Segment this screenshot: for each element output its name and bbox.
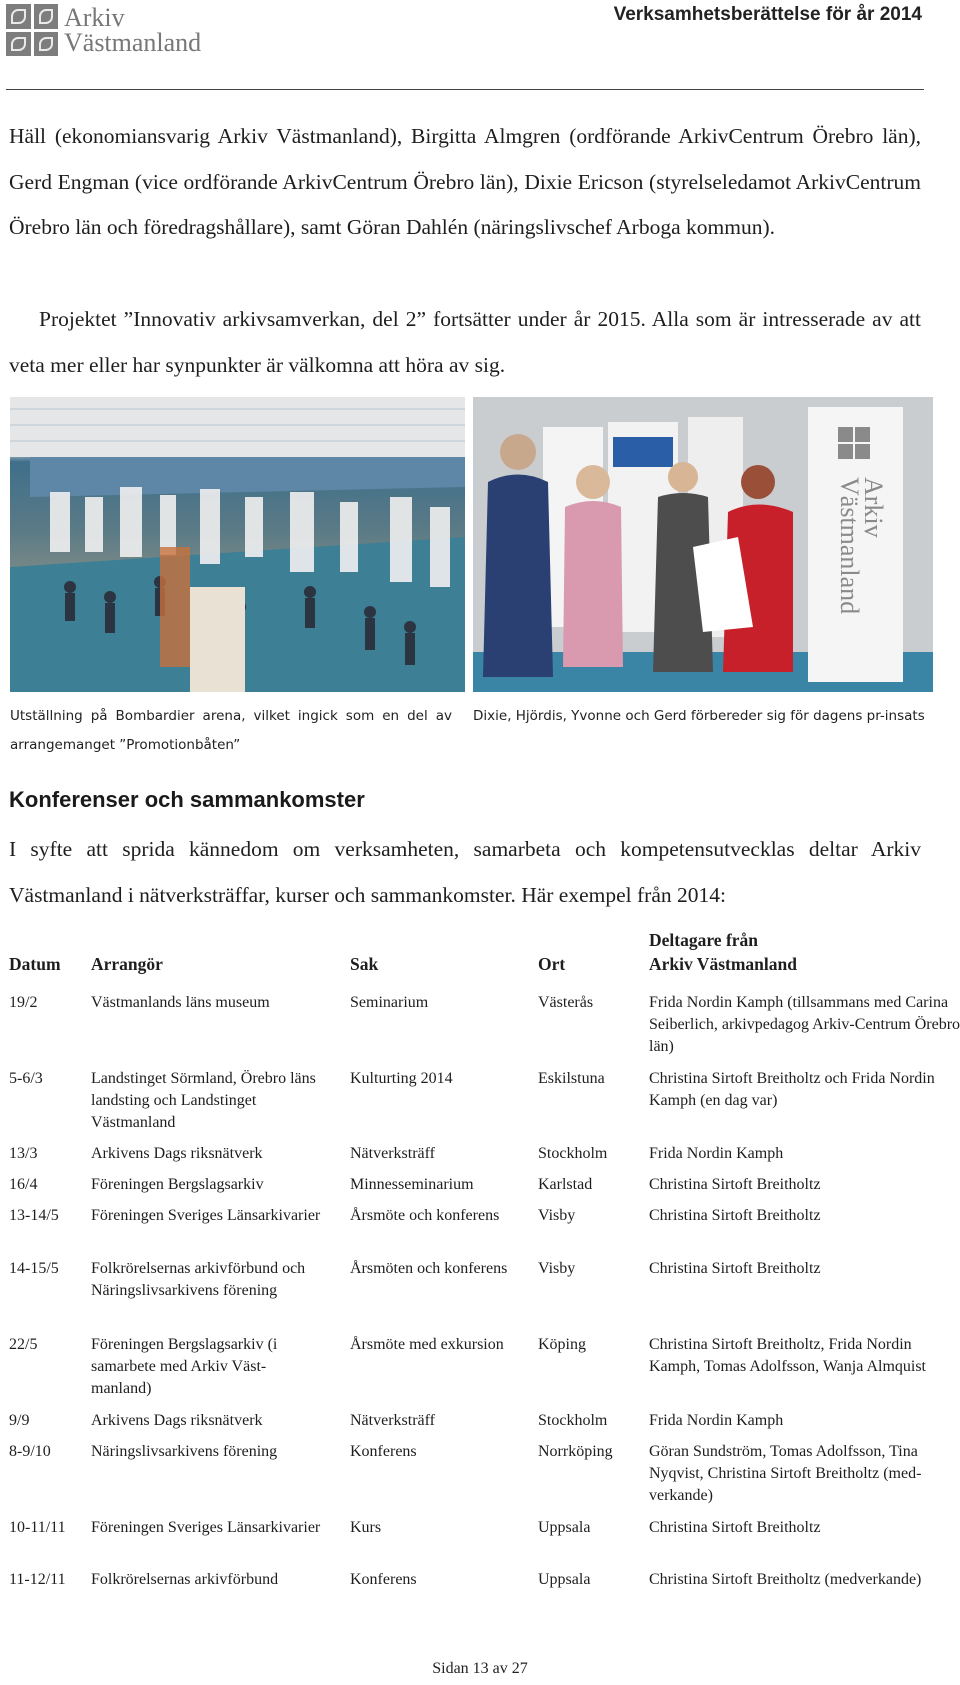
logo-line-2: Västmanland (64, 28, 202, 57)
row-organizer: Arkivens Dags riksnätverk (91, 1145, 263, 1162)
row-place: Köping (538, 1336, 586, 1353)
header-participants-line-1: Deltagare från (649, 930, 759, 950)
row-organizer: Föreningen Sveriges Länsarkivarier (91, 1519, 321, 1536)
row-date: 19/2 (9, 994, 38, 1011)
row-participants: Christina Sirtoft Breitholtz (649, 1207, 821, 1224)
table-row (9, 1205, 960, 1258)
table-row (9, 1334, 960, 1410)
section-paragraph: I syfte att sprida kännedom om verksamheten, samarbeta och kompetensutvecklas deltar Arkiv Västmanland i nätverksträffar, kurser och sammankomster. Här exempel från 2014: (9, 837, 921, 907)
page-header (0, 0, 960, 90)
banner-text-line-2: Västmanland (835, 477, 864, 615)
row-subject: Kulturting 2014 (350, 1070, 453, 1087)
document-title: Verksamhetsberättelse för år 2014 (613, 4, 922, 25)
exhibition-hall-photo (10, 397, 465, 692)
row-place: Norrköping (538, 1443, 613, 1460)
row-date: 8-9/10 (9, 1443, 51, 1460)
intro-paragraph-1: Häll (ekonomiansvarig Arkiv Västmanland), Birgitta Almgren (ordförande ArkivCentrum Örebro län), Gerd Engman (vice ordförande ArkivCentrum Örebro län), Dixie Ericson (styrelseledamot ArkivCentrum Örebro län och föredragshållare), samt Göran Dahlén (näringslivschef Arboga kommun). (9, 124, 921, 239)
row-date: 9/9 (9, 1412, 30, 1429)
table-row (9, 1143, 960, 1174)
row-date: 22/5 (9, 1336, 38, 1353)
table-header (9, 920, 960, 976)
logo-text (64, 5, 201, 55)
row-organizer: Föreningen Sveriges Länsarkivarier (91, 1207, 321, 1224)
header-date: Datum (9, 954, 61, 974)
table-row (9, 1441, 960, 1517)
row-organizer: Landstinget Sörmland, Örebro läns landsting och Landstinget Västmanland (91, 1070, 316, 1131)
section-heading: Konferenser och sammankomster (9, 787, 365, 812)
row-place: Eskilstuna (538, 1070, 605, 1087)
table-row (9, 1258, 960, 1334)
row-subject: Kurs (350, 1519, 382, 1536)
row-organizer: Föreningen Bergslagsarkiv (91, 1176, 264, 1193)
staff-booth-illustration (473, 397, 933, 692)
header-participants-line-2: Arkiv Västmanland (649, 954, 797, 974)
left-photo-caption: Utställning på Bombardier arena, vilket ingick som en del av arrangemanget ”Promotionbåten” (10, 708, 452, 753)
row-participants: Christina Sirtoft Breitholtz (649, 1519, 821, 1536)
row-subject: Nätverksträff (350, 1412, 435, 1429)
table-row (9, 992, 960, 1068)
row-participants: Frida Nordin Kamph (649, 1145, 784, 1162)
row-place: Visby (538, 1260, 576, 1277)
header-divider (6, 89, 924, 90)
row-subject: Konferens (350, 1443, 417, 1460)
row-place: Uppsala (538, 1519, 591, 1536)
table-row (9, 1068, 960, 1143)
row-participants: Göran Sundström, Tomas Adolfsson, Tina Nyqvist, Christina Sirtoft Breitholtz (med-verkande) (649, 1443, 922, 1504)
row-subject: Minnesseminarium (350, 1176, 474, 1193)
row-participants: Christina Sirtoft Breitholtz, Frida Nordin Kamph, Tomas Adolfsson, Wanja Almquist (649, 1336, 926, 1375)
row-subject: Årsmöte med exkursion (350, 1336, 504, 1353)
row-participants: Christina Sirtoft Breitholtz (649, 1176, 821, 1193)
page-number: Sidan 13 av 27 (432, 1660, 528, 1677)
header-place: Ort (538, 954, 566, 974)
row-subject: Seminarium (350, 994, 429, 1011)
table-row (9, 1517, 960, 1569)
exhibition-hall-illustration (10, 397, 465, 692)
row-place: Visby (538, 1207, 576, 1224)
row-date: 16/4 (9, 1176, 38, 1193)
row-subject: Årsmöten och konferens (350, 1260, 508, 1277)
row-organizer: Föreningen Bergslagsarkiv (i samarbete med Arkiv Väst-manland) (91, 1336, 278, 1397)
row-date: 5-6/3 (9, 1070, 43, 1087)
row-place: Karlstad (538, 1176, 593, 1193)
row-date: 14-15/5 (9, 1260, 59, 1277)
table-row (9, 1410, 960, 1441)
conferences-table (9, 920, 960, 1600)
row-place: Uppsala (538, 1571, 591, 1588)
row-place: Stockholm (538, 1145, 608, 1162)
intro-paragraph-2: Projektet ”Innovativ arkivsamverkan, del 2” fortsätter under år 2015. Alla som är intresserade av att veta mer eller har synpunkter är välkomna att höra av sig. (9, 307, 921, 377)
table-row (9, 1569, 960, 1600)
row-participants: Frida Nordin Kamph (649, 1412, 784, 1429)
row-date: 13-14/5 (9, 1207, 59, 1224)
row-place: Stockholm (538, 1412, 608, 1429)
arkiv-vastmanland-logo (6, 4, 201, 56)
row-subject: Årsmöte och konferens (350, 1207, 500, 1224)
header-organizer: Arrangör (91, 954, 163, 974)
header-subject: Sak (350, 954, 379, 974)
row-participants: Frida Nordin Kamph (tillsammans med Carina Seiberlich, arkivpedagog Arkiv-Centrum Örebro län) (649, 994, 960, 1055)
row-place: Västerås (538, 994, 594, 1011)
row-subject: Konferens (350, 1571, 417, 1588)
row-organizer: Arkivens Dags riksnätverk (91, 1412, 263, 1429)
row-organizer: Folkrörelsernas arkivförbund och Näringslivsarkivens förening (91, 1260, 306, 1299)
row-organizer: Västmanlands läns museum (91, 994, 270, 1011)
row-date: 13/3 (9, 1145, 38, 1162)
right-photo-caption: Dixie, Hjördis, Yvonne och Gerd förbereder sig för dagens pr-insats (473, 708, 925, 724)
banner-text-line-1: Arkiv (859, 477, 888, 538)
row-participants: Christina Sirtoft Breitholtz (medverkande) (649, 1571, 922, 1588)
row-date: 10-11/11 (9, 1519, 66, 1536)
row-subject: Nätverksträff (350, 1145, 435, 1162)
row-organizer: Folkrörelsernas arkivförbund (91, 1571, 279, 1588)
row-participants: Christina Sirtoft Breitholtz (649, 1260, 821, 1277)
staff-booth-photo (473, 397, 933, 692)
header-participants (649, 928, 960, 976)
logo-emblem-icon (6, 4, 58, 56)
row-participants: Christina Sirtoft Breitholtz och Frida Nordin Kamph (en dag var) (649, 1070, 935, 1109)
logo-line-1: Arkiv (64, 3, 125, 32)
table-row (9, 1174, 960, 1205)
row-organizer: Näringslivsarkivens förening (91, 1443, 278, 1460)
row-date: 11-12/11 (9, 1571, 66, 1588)
